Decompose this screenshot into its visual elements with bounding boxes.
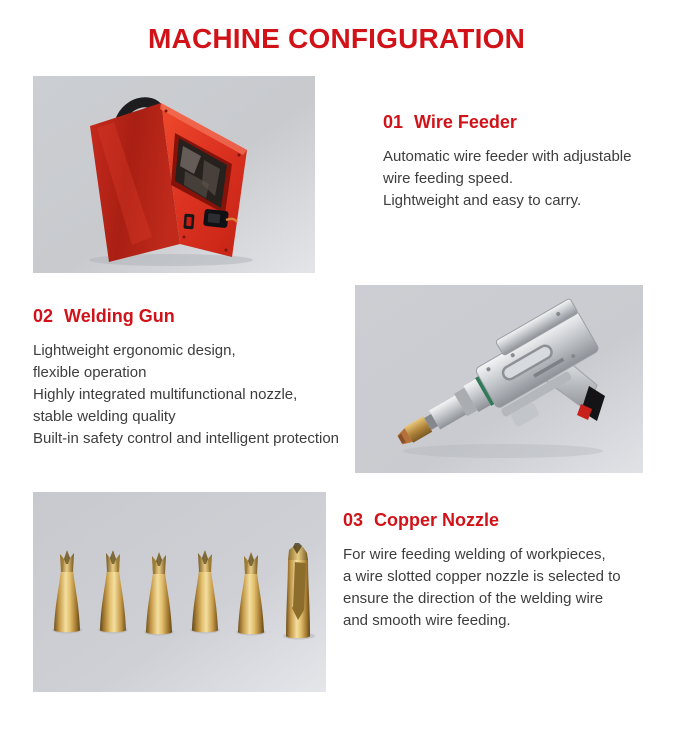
section-number: 02 <box>33 306 54 326</box>
section-number: 03 <box>343 510 364 530</box>
section-description <box>33 340 363 450</box>
section-name: Welding Gun <box>64 306 175 326</box>
section-description <box>343 544 671 632</box>
description-line: stable welding quality <box>33 408 176 425</box>
section-number: 01 <box>383 112 404 132</box>
wire-feeder-illustration <box>33 76 315 273</box>
description-line: For wire feeding welding of workpieces, <box>343 546 606 563</box>
section-name: Wire Feeder <box>414 112 517 132</box>
section-name: Copper Nozzle <box>374 510 500 530</box>
wire-feeder-text <box>383 112 668 212</box>
section-heading-welding-gun <box>33 306 363 327</box>
welding-gun-photo <box>355 285 643 473</box>
section-description <box>383 146 668 212</box>
description-line: and smooth wire feeding. <box>343 612 511 629</box>
description-line: wire feeding speed. <box>383 170 514 187</box>
copper-nozzle-photo <box>33 492 326 692</box>
description-line: Automatic wire feeder with adjustable <box>383 148 632 165</box>
description-line: Lightweight ergonomic design, <box>33 342 236 359</box>
copper-nozzle-illustration <box>33 492 326 692</box>
description-line: a wire slotted copper nozzle is selected to <box>343 568 621 585</box>
copper-nozzle-text <box>343 510 671 632</box>
page-title: MACHINE CONFIGURATION <box>148 23 525 54</box>
description-line: ensure the direction of the welding wire <box>343 590 604 607</box>
description-line: Lightweight and easy to carry. <box>383 192 582 209</box>
description-line: flexible operation <box>33 364 147 381</box>
description-line: Highly integrated multifunctional nozzle, <box>33 386 298 403</box>
description-line: Built-in safety control and intelligent protection <box>33 430 340 447</box>
welding-gun-illustration <box>355 285 643 473</box>
welding-gun-text <box>33 306 363 450</box>
section-heading-wire-feeder <box>383 112 668 133</box>
wire-feeder-photo <box>33 76 315 273</box>
section-heading-copper-nozzle <box>343 510 671 531</box>
